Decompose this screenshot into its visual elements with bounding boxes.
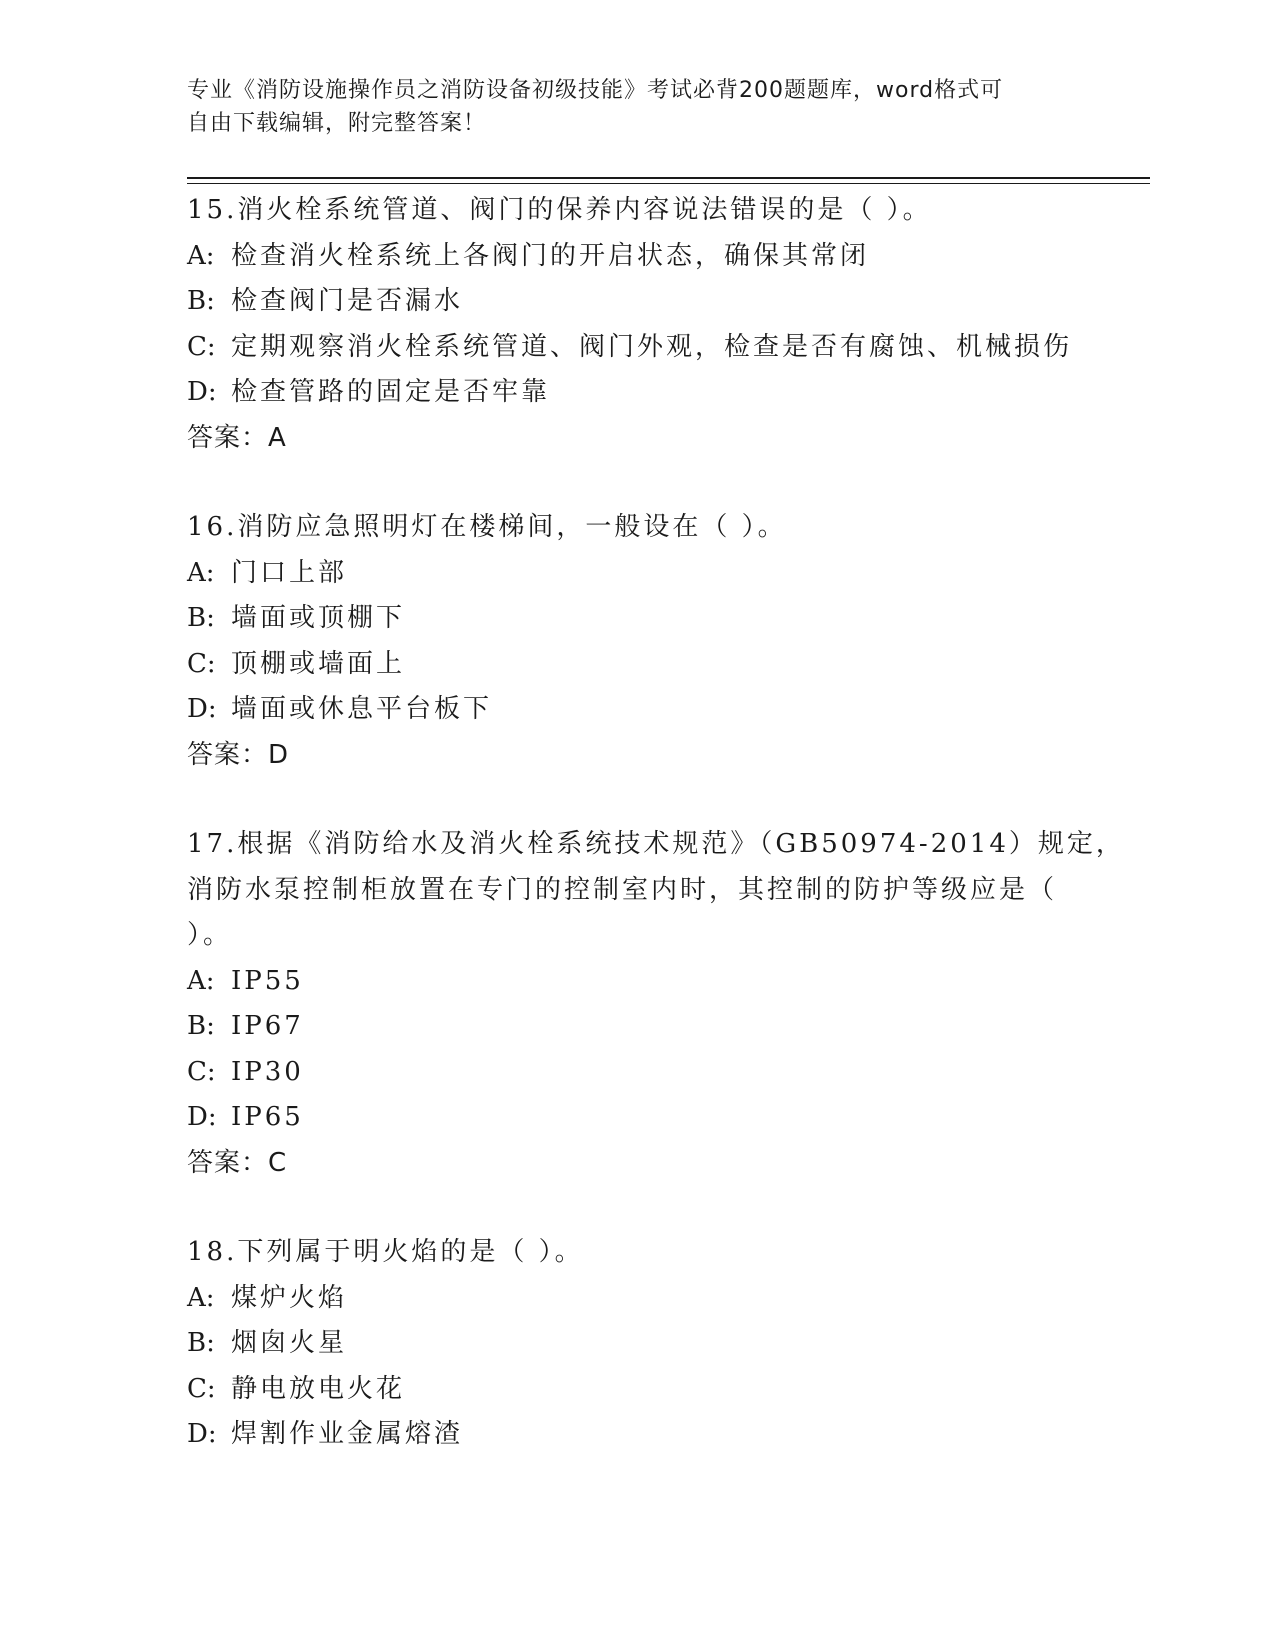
answer-line: 答案：C xyxy=(187,1147,288,1178)
option-key: D: xyxy=(187,377,217,407)
option-row xyxy=(187,234,1087,280)
option-row xyxy=(187,642,1087,688)
option-text: 检查阀门是否漏水 xyxy=(231,286,464,316)
option-key: B: xyxy=(187,1011,215,1041)
option-row xyxy=(187,959,1087,1005)
option-row xyxy=(187,1276,1087,1322)
question-stem: ）。 xyxy=(187,920,233,950)
option-key: B: xyxy=(187,286,215,316)
option-row xyxy=(187,551,1087,597)
option-key: C: xyxy=(187,331,216,362)
option-key: A: xyxy=(187,240,215,271)
question-block xyxy=(187,505,1087,778)
option-key: A: xyxy=(187,557,215,588)
option-row xyxy=(187,1050,1087,1096)
option-text: 检查消火栓系统上各阀门的开启状态，确保其常闭 xyxy=(231,240,870,271)
option-key: D: xyxy=(187,1419,217,1449)
option-row xyxy=(187,1095,1087,1141)
option-text: 顶棚或墙面上 xyxy=(231,648,406,679)
option-row xyxy=(187,279,1087,325)
option-key: B: xyxy=(187,603,215,633)
option-key: C: xyxy=(187,1373,216,1404)
answer-line: 答案：A xyxy=(187,422,287,453)
option-text: 焊割作业金属熔渣 xyxy=(231,1419,464,1449)
option-text: 定期观察消火栓系统管道、阀门外观，检查是否有腐蚀、机械损伤 xyxy=(231,331,1073,362)
document-header xyxy=(187,74,1067,140)
question-stem: 消防水泵控制柜放置在专门的控制室内时，其控制的防护等级应是（ xyxy=(187,874,1058,905)
option-row xyxy=(187,370,1087,416)
option-row xyxy=(187,1004,1087,1050)
header-line-1: 专业《消防设施操作员之消防设备初级技能》考试必背200题题库，word格式可 xyxy=(187,78,1004,103)
question-stem: 18.下列属于明火焰的是（ ）。 xyxy=(187,1237,584,1267)
option-text: 烟囱火星 xyxy=(231,1328,348,1358)
header-divider-thick xyxy=(187,177,1150,179)
question-stem: 16.消防应急照明灯在楼梯间，一般设在（ ）。 xyxy=(187,512,787,542)
option-text: 静电放电火花 xyxy=(231,1373,406,1404)
option-key: A: xyxy=(187,1282,215,1313)
answer-line: 答案：D xyxy=(187,739,290,770)
option-text: 墙面或顶棚下 xyxy=(231,603,406,633)
option-row xyxy=(187,596,1087,642)
option-text: IP67 xyxy=(231,1011,304,1041)
option-text: 门口上部 xyxy=(231,557,348,588)
option-text: 检查管路的固定是否牢靠 xyxy=(231,377,551,407)
option-key: C: xyxy=(187,1056,216,1087)
option-row xyxy=(187,1367,1087,1413)
option-row xyxy=(187,1321,1087,1367)
option-text: IP55 xyxy=(231,965,304,996)
option-key: B: xyxy=(187,1328,215,1358)
option-key: D: xyxy=(187,1102,217,1132)
header-divider-thin xyxy=(187,183,1150,184)
question-block xyxy=(187,188,1087,461)
question-stem: 15.消火栓系统管道、阀门的保养内容说法错误的是（ ）。 xyxy=(187,195,932,225)
option-key: C: xyxy=(187,648,216,679)
question-block xyxy=(187,1230,1087,1458)
option-text: IP30 xyxy=(231,1056,304,1087)
option-text: 煤炉火焰 xyxy=(231,1282,348,1313)
option-row xyxy=(187,687,1087,733)
option-key: D: xyxy=(187,694,217,724)
header-line-2: 自由下载编辑，附完整答案！ xyxy=(187,111,487,136)
question-block xyxy=(187,822,1125,1186)
question-list xyxy=(187,188,1125,1458)
option-key: A: xyxy=(187,965,215,996)
option-row xyxy=(187,1412,1087,1458)
question-stem: 17.根据《消防给水及消火栓系统技术规范》（GB50974-2014）规定， xyxy=(187,829,1125,859)
option-text: 墙面或休息平台板下 xyxy=(231,694,493,724)
option-text: IP65 xyxy=(231,1102,304,1132)
option-row xyxy=(187,325,1087,371)
